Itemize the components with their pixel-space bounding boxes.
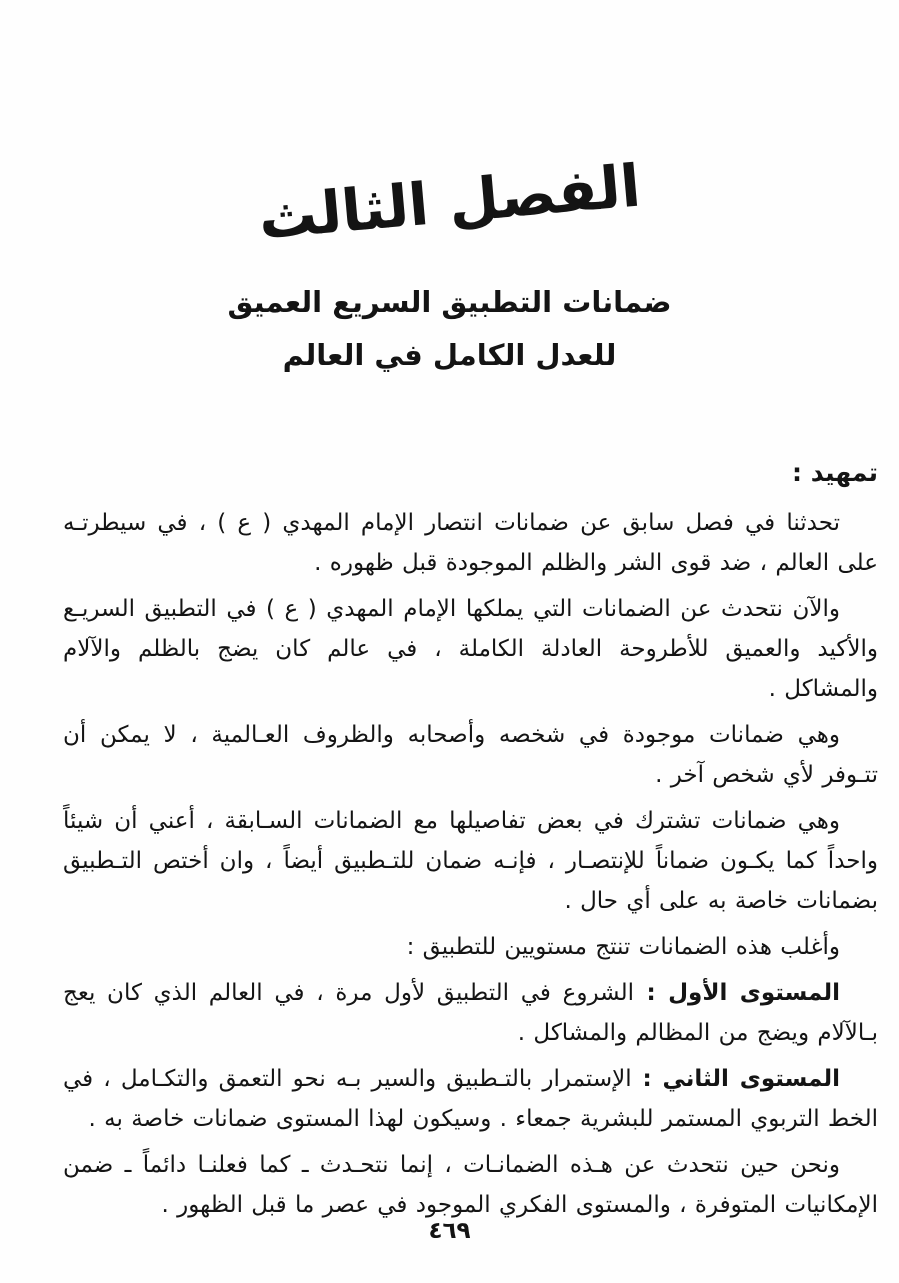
paragraph-level-one-text: الشروع في التطبيق لأول مرة ، في العالم الذي كان يعج بـالآلام ويضج من المظالم والمشاكل . (63, 980, 878, 1046)
paragraph-2 (63, 589, 878, 709)
chapter-subtitle (0, 276, 899, 382)
chapter-title-calligraphy: الفصل الثالث (255, 151, 644, 253)
paragraph-3-text: وهي ضمانات موجودة في شخصه وأصحابه والظروف العـالمية ، لا يمكن أن تتـوفر لأي شخص آخر . (63, 722, 878, 788)
paragraph-1 (63, 503, 878, 583)
paragraph-5 (63, 927, 878, 967)
subtitle-line-2: للعدل الكامل في العالم (282, 338, 617, 372)
paragraph-8 (63, 1145, 878, 1225)
paragraph-4-text: وهي ضمانات تشترك في بعض تفاصيلها مع الضمانات السـابقة ، أعني أن شيئاً واحداً كما يكـون ضماناً للإنتصـار ، فإنـه ضمان للتـطبيق أيضاً ، وان أختص التـطبيق بضمانات خاصة به على أي حال . (63, 808, 878, 914)
paragraph-level-one-lead: المستوى الأول : (634, 980, 841, 1006)
paragraph-level-one (63, 973, 878, 1053)
subtitle-line-1: ضمانات التطبيق السريع العميق (227, 285, 672, 319)
paragraph-2-text: والآن نتحدث عن الضمانات التي يملكها الإمام المهدي ( ع ) في التطبيق السريـع والأكيد والعميق للأطروحة العادلة الكاملة ، في عالم كان يضج بالظلم والآلام والمشاكل . (63, 596, 878, 702)
paragraph-8-text: ونحن حين نتحدث عن هـذه الضمانـات ، إنما نتحـدث ـ كما فعلنـا دائماً ـ ضمن الإمكانيات المتوفرة ، والمستوى الفكري الموجود في عصر ما قبل الظهور . (63, 1152, 878, 1218)
section-heading-tamhid: تمهيد : (792, 458, 878, 487)
paragraph-3 (63, 715, 878, 795)
paragraph-level-two-text: الإستمرار بالتـطبيق والسير بـه نحو التعمق والتكـامل ، في الخط التربوي المستمر للبشرية جمعاء . وسيكون لهذا المستوى ضمانات خاصة به . (63, 1066, 878, 1132)
paragraph-5-text: وأغلب هذه الضمانات تنتج مستويين للتطبيق : (406, 934, 840, 960)
page-number: ٤٦٩ (428, 1218, 471, 1244)
paragraph-1-text: تحدثنا في فصل سابق عن ضمانات انتصار الإمام المهدي ( ع ) ، في سيطرتـه على العالم ، ضد قوى الشر والظلم الموجودة قبل ظهوره . (63, 510, 878, 576)
paragraph-level-two-lead: المستوى الثاني : (631, 1066, 840, 1092)
paragraph-level-two (63, 1059, 878, 1139)
body-text (63, 503, 878, 1231)
paragraph-4 (63, 801, 878, 921)
